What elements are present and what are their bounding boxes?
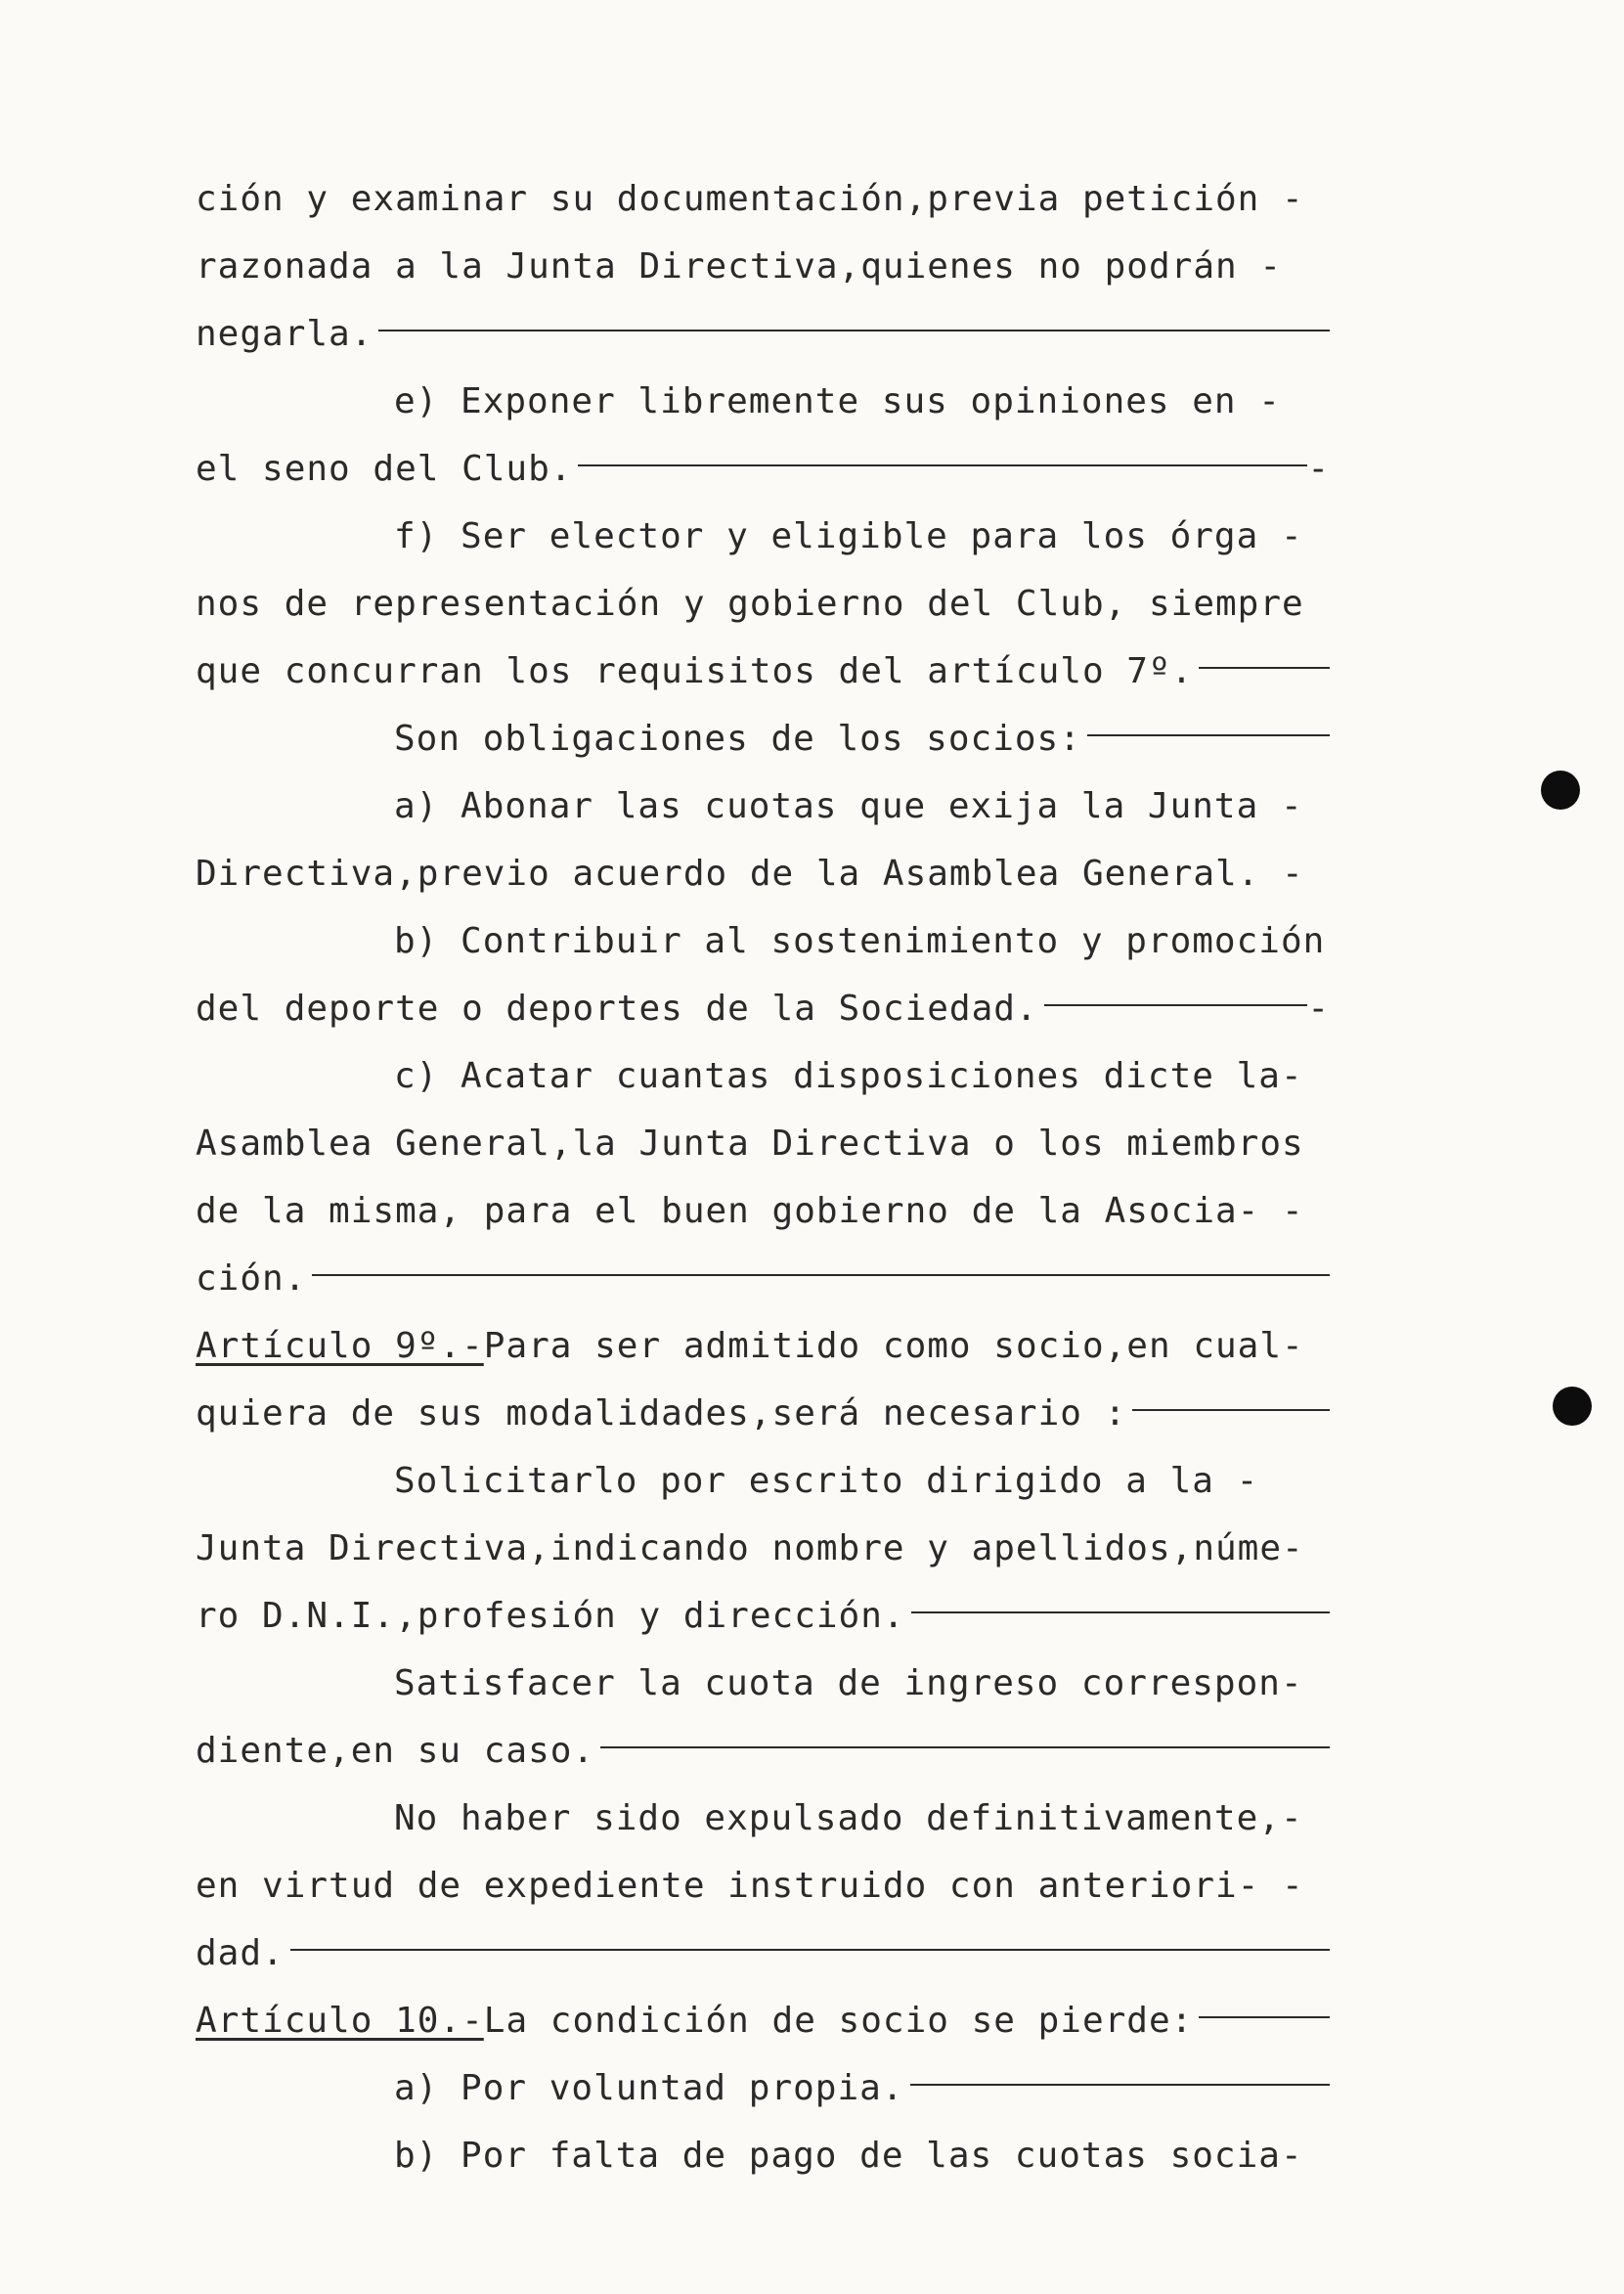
fill-rule [1199,2016,1330,2018]
text-line: nos de representación y gobierno del Club, siempre [196,584,1304,624]
article-10-heading-line: Artículo 10.- La condición de socio se pierde: [196,1994,1330,2049]
article-heading: Artículo 9º.- [196,1326,484,1366]
fill-rule [1087,734,1330,736]
text-line: Asamblea General,la Junta Directiva o los miembros [196,1124,1304,1164]
fill-rule [290,1949,1330,1951]
text-line: a) Por voluntad propia. [394,2061,1330,2116]
text-line: Son obligaciones de los socios: [394,712,1330,767]
punch-hole-top [1541,771,1580,810]
article-heading: Artículo 10.- [196,2001,484,2041]
text-line: Directiva,previo acuerdo de la Asamblea General. - [196,854,1304,894]
text-line: negarla. [196,307,1330,362]
fill-rule [1199,667,1330,669]
text-line: Satisfacer la cuota de ingreso correspon- [394,1663,1303,1703]
fill-rule [600,1746,1330,1748]
fill-rule [378,330,1330,331]
text-line: Solicitarlo por escrito dirigido a la - [394,1461,1259,1501]
text-line: dad. [196,1926,1330,1981]
text-line: el seno del Club. - [196,449,1330,489]
text-line: b) Por falta de pago de las cuotas socia- [394,2136,1303,2176]
text-line: del deporte o deportes de la Sociedad. - [196,989,1330,1029]
text-line: ción. [196,1252,1330,1306]
punch-hole-bottom [1553,1387,1592,1426]
text-line: que concurran los requisitos del artículo 7º. [196,644,1330,699]
text-line: a) Abonar las cuotas que exija la Junta - [394,786,1303,826]
fill-rule [1044,1004,1308,1006]
fill-rule [312,1274,1330,1276]
text-line: f) Ser elector y eligible para los órga - [394,516,1303,556]
fill-rule [911,1611,1330,1613]
text-line: ro D.N.I.,profesión y dirección. [196,1589,1330,1644]
fill-rule [910,2084,1331,2086]
text-line: No haber sido expulsado definitivamente,- [394,1798,1303,1838]
text-line: diente,en su caso. [196,1724,1330,1779]
text-line: e) Exponer libremente sus opiniones en - [394,381,1281,421]
text-line: quiera de sus modalidades,será necesario : [196,1387,1330,1441]
article-9-heading-line: Artículo 9º.- Para ser admitido como socio,en cual- [196,1319,1330,1374]
text-line: Junta Directiva,indicando nombre y apellidos,núme- [196,1528,1304,1568]
fill-rule [578,464,1307,466]
text-line: en virtud de expediente instruido con anteriori- - [196,1866,1304,1906]
text-line: ción y examinar su documentación,previa petición - [196,179,1304,219]
text-line: de la misma, para el buen gobierno de la Asocia- - [196,1191,1304,1231]
text-line: razonada a la Junta Directiva,quienes no podrán - [196,246,1283,287]
text-line: c) Acatar cuantas disposiciones dicte la- [394,1056,1303,1096]
fill-rule [1132,1409,1330,1411]
text-line: b) Contribuir al sostenimiento y promoción [394,921,1326,961]
